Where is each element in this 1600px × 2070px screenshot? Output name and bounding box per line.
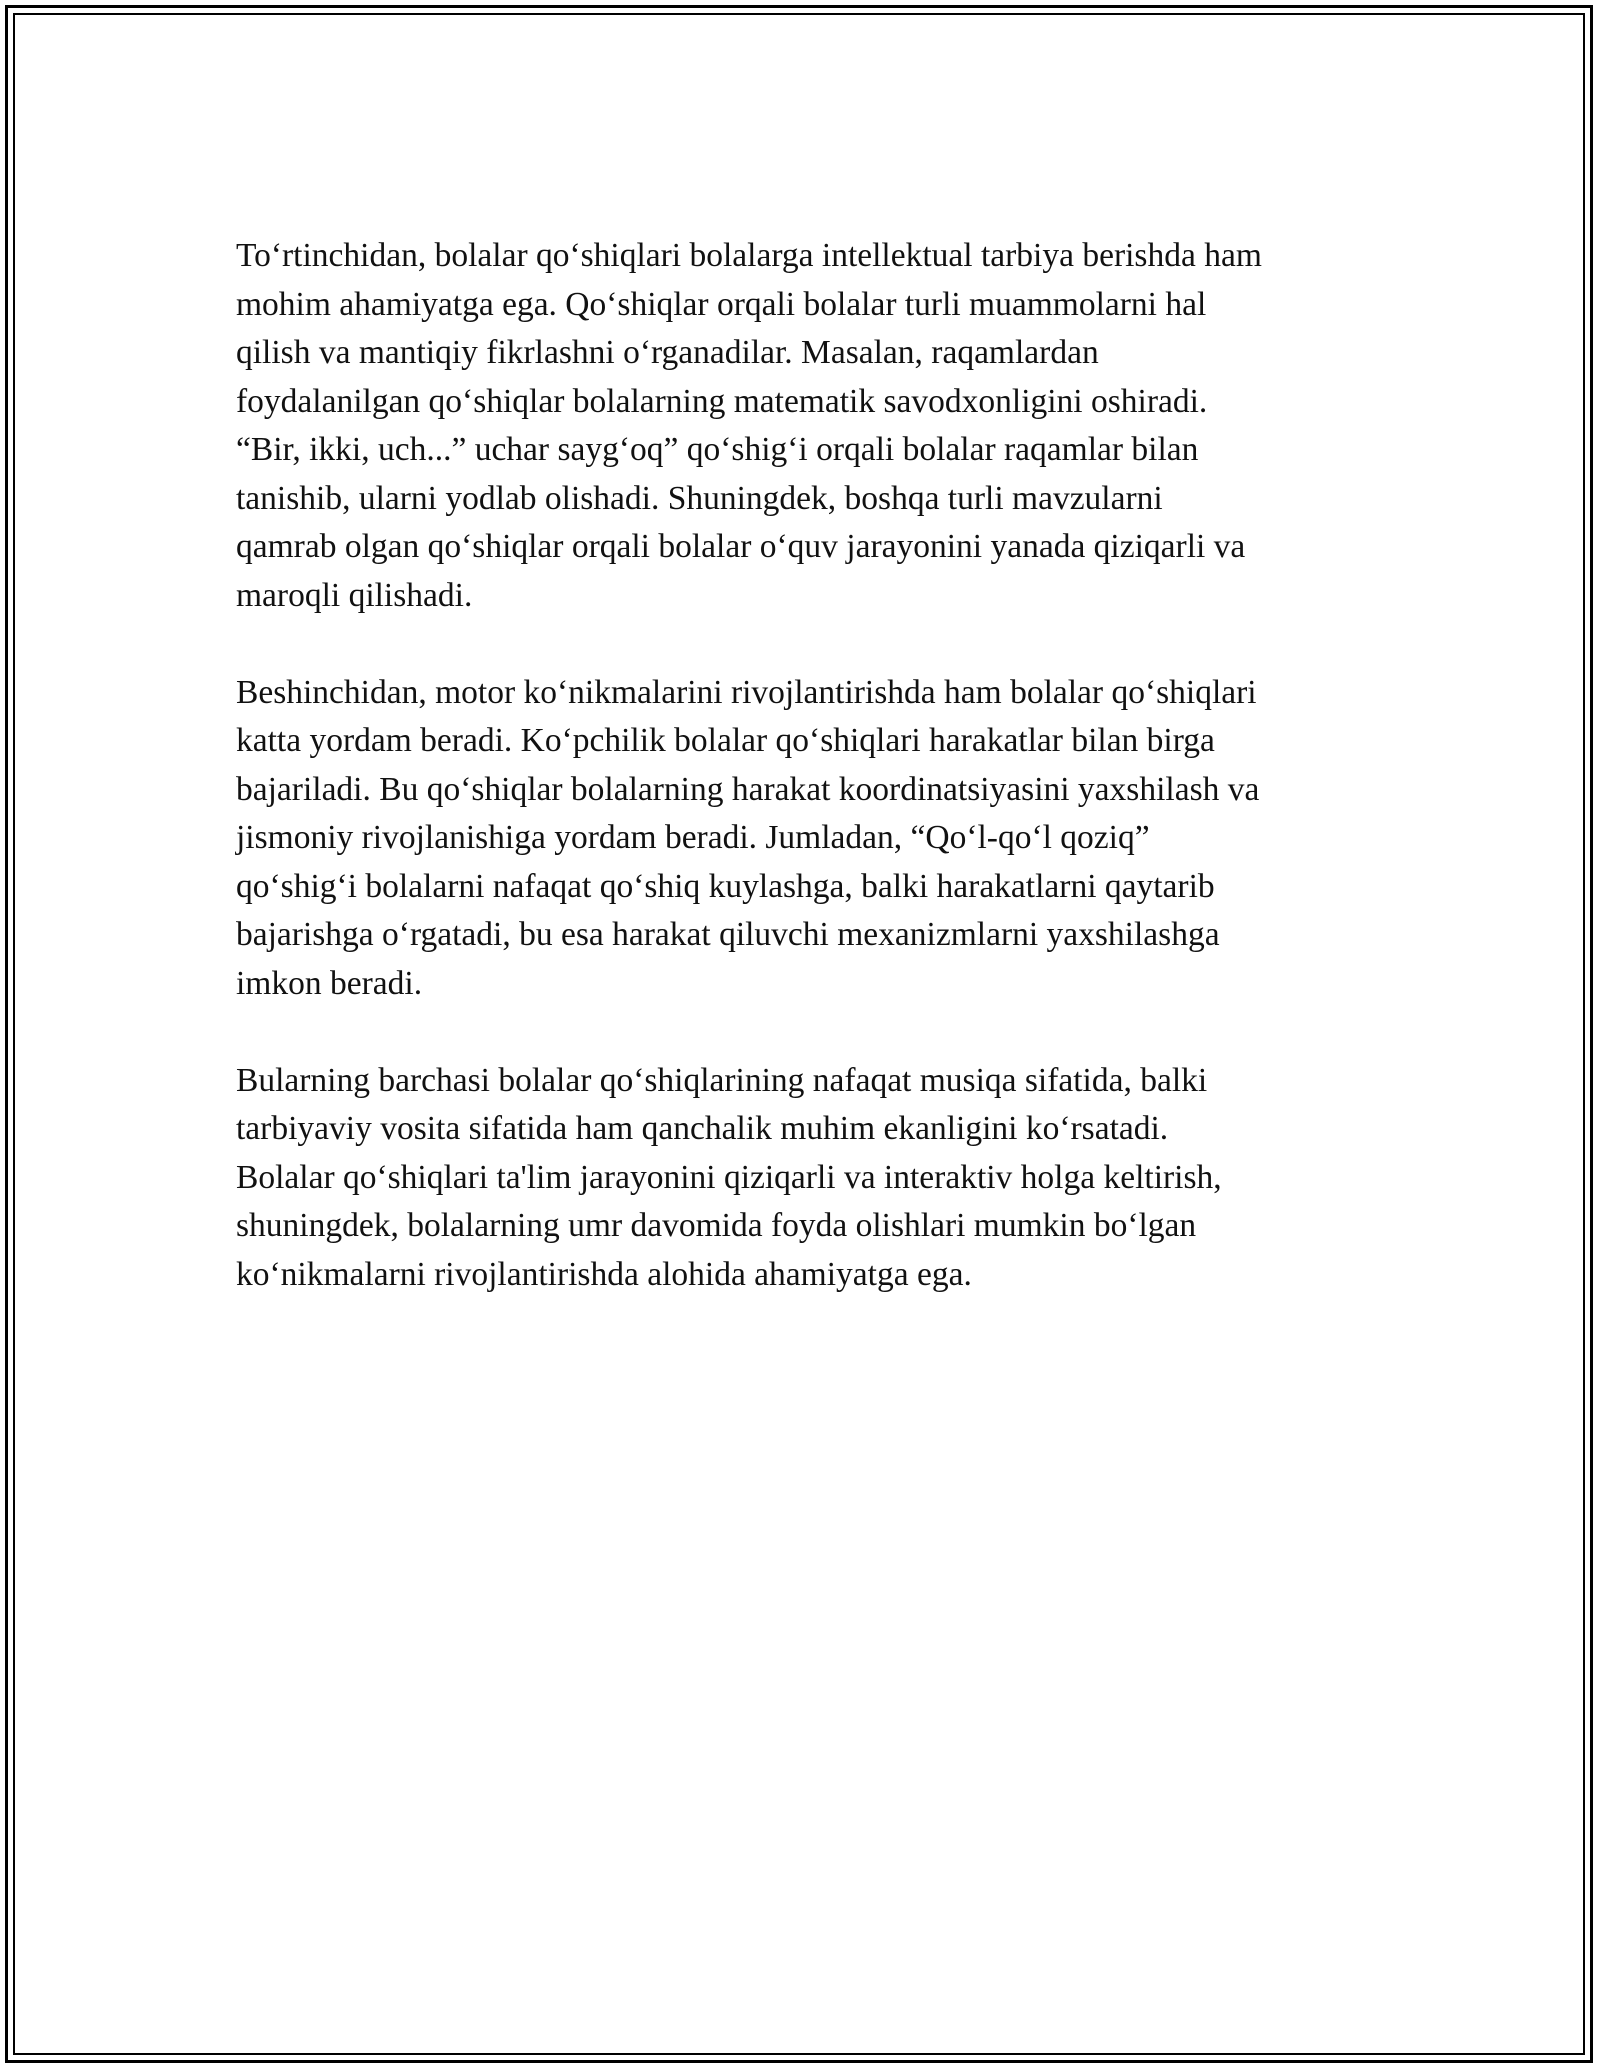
text-line: To‘rtinchidan, bolalar qo‘shiqlari bolalarga intellektual tarbiya berishda ham bbox=[236, 237, 1262, 274]
text-line: shuningdek, bolalarning umr davomida foyda olishlari mumkin bo‘lgan bbox=[236, 1207, 1197, 1244]
text-line: Beshinchidan, motor ko‘nikmalarini rivojlantirishda ham bolalar qo‘shiqlari bbox=[236, 673, 1257, 711]
text-line: mohim ahamiyatga ega. Qo‘shiqlar orqali bolalar turli muammolarni hal bbox=[236, 285, 1207, 323]
text-line: ko‘nikmalarni rivojlantirishda alohida ahamiyatga ega. bbox=[236, 1255, 972, 1293]
text-line: qamrab olgan qo‘shiqlar orqali bolalar o‘quv jarayonini yanada qiziqarli va bbox=[236, 528, 1246, 565]
text-line: qilish va mantiqiy fikrlashni o‘rganadilar. Masalan, raqamlardan bbox=[236, 334, 1099, 371]
text-line: “Bir, ikki, uch...” uchar sayg‘oq” qo‘shig‘i orqali bolalar raqamlar bilan bbox=[236, 431, 1199, 468]
text-line: maroqli qilishadi. bbox=[236, 576, 473, 614]
document-body bbox=[236, 232, 1396, 1348]
text-line: katta yordam beradi. Ko‘pchilik bolalar qo‘shiqlari harakatlar bilan birga bbox=[236, 722, 1215, 759]
text-line: bajarishga o‘rgatadi, bu esa harakat qiluvchi mexanizmlarni yaxshilashga bbox=[236, 916, 1220, 953]
text-line: foydalanilgan qo‘shiqlar bolalarning matematik savodxonligini oshiradi. bbox=[236, 382, 1208, 420]
paragraph-conclusion bbox=[236, 1057, 1396, 1300]
text-line: qo‘shig‘i bolalarni nafaqat qo‘shiq kuylashga, balki harakatlarni qaytarib bbox=[236, 867, 1215, 905]
text-line: Bolalar qo‘shiqlari ta'lim jarayonini qiziqarli va interaktiv holga keltirish, bbox=[236, 1158, 1222, 1196]
text-line: jismoniy rivojlanishiga yordam beradi. Jumladan, “Qo‘l-qo‘l qoziq” bbox=[236, 819, 1150, 856]
paragraph-fifth-point bbox=[236, 669, 1396, 1009]
text-line: tarbiyaviy vosita sifatida ham qanchalik muhim ekanligini ko‘rsatadi. bbox=[236, 1110, 1169, 1147]
paragraph-fourth-point bbox=[236, 232, 1396, 620]
text-line: bajariladi. Bu qo‘shiqlar bolalarning harakat koordinatsiyasini yaxshilash va bbox=[236, 770, 1260, 808]
text-line: tanishib, ularni yodlab olishadi. Shuningdek, boshqa turli mavzularni bbox=[236, 479, 1163, 517]
text-line: Bularning barchasi bolalar qo‘shiqlarining nafaqat musiqa sifatida, balki bbox=[236, 1061, 1208, 1099]
text-line: imkon beradi. bbox=[236, 964, 423, 1002]
